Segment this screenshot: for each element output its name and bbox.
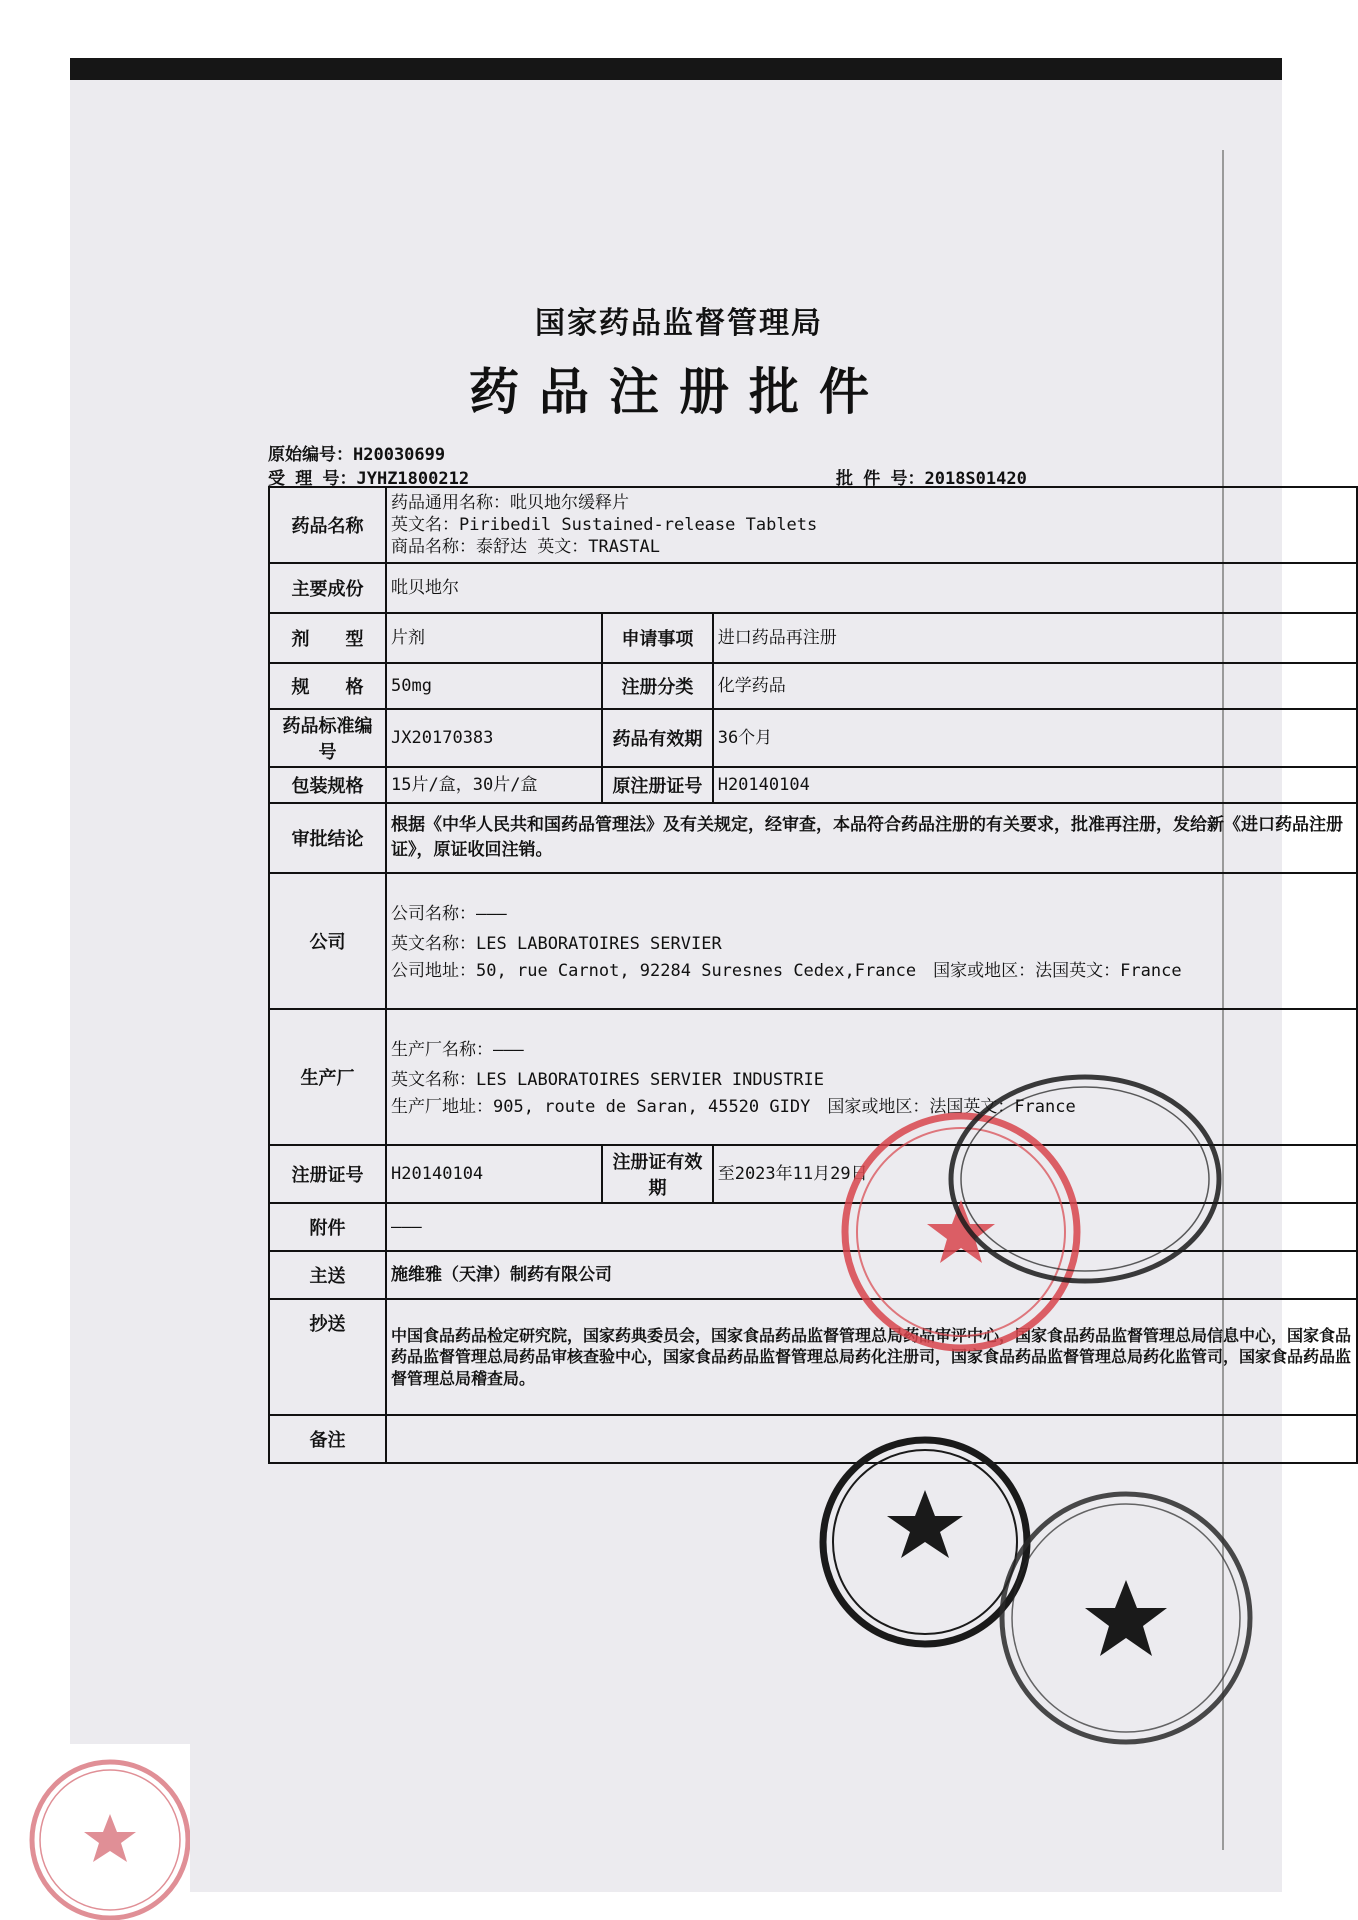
table-row: [269, 1251, 1357, 1299]
table-row: [269, 613, 1357, 663]
cert-validity-label: 注册证有效期: [602, 1145, 713, 1203]
company-label: 公司: [269, 873, 386, 1009]
manufacturer-address: 生产厂地址：905, route de Saran, 45520 GIDY 国家或地区：法国英文：France: [391, 1096, 1076, 1117]
company-name: 公司名称：———: [391, 904, 507, 925]
manufacturer-label: 生产厂: [269, 1009, 386, 1145]
company-cell: [386, 873, 1357, 1009]
approval-table: [268, 486, 1358, 1464]
spec-value: 50mg: [386, 663, 602, 709]
approval-number-value: 2018S01420: [924, 469, 1027, 489]
table-row: [269, 1009, 1357, 1145]
conclusion-value: 根据《中华人民共和国药品管理法》及有关规定，经审查，本品符合药品注册的有关要求，批准再注册，发给新《进口药品注册证》，原证收回注销。: [386, 803, 1357, 873]
table-row: [269, 1203, 1357, 1251]
acceptance-number-value: JYHZ1800212: [356, 469, 470, 489]
table-row: [269, 563, 1357, 613]
original-number-label: 原始编号：: [268, 445, 353, 465]
dosage-form-value: 片剂: [386, 613, 602, 663]
cc-value: [386, 1299, 1357, 1415]
acceptance-number-label: 受 理 号：: [268, 469, 357, 489]
spec-label: 规 格: [269, 663, 386, 709]
application-label: 申请事项: [602, 613, 713, 663]
document-title: 药品注册批件: [469, 363, 889, 421]
main-recipient-value: 施维雅（天津）制药有限公司: [386, 1251, 1357, 1299]
ingredient-label: 主要成份: [269, 563, 386, 613]
reg-category-value: 化学药品: [713, 663, 1357, 709]
orig-cert-label: 原注册证号: [602, 767, 713, 803]
table-row: [269, 663, 1357, 709]
validity-label: 药品有效期: [602, 709, 713, 767]
table-row: [269, 709, 1357, 767]
packaging-label: 包装规格: [269, 767, 386, 803]
table-row: [269, 1415, 1357, 1463]
company-address: 公司地址：50, rue Carnot, 92284 Suresnes Cedex,France 国家或地区：法国英文：France: [391, 960, 1182, 981]
manufacturer-cell: [386, 1009, 1357, 1145]
table-row: [269, 1145, 1357, 1203]
drug-name-cell: [386, 487, 1357, 563]
remarks-label: 备注: [269, 1415, 386, 1463]
orig-cert-value: H20140104: [713, 767, 1357, 803]
table-row: [269, 873, 1357, 1009]
dosage-form-label: 剂 型: [269, 613, 386, 663]
table-row: [269, 1299, 1357, 1415]
table-row: [269, 803, 1357, 873]
main-recipient-label: 主送: [269, 1251, 386, 1299]
std-no-label: 药品标准编号: [269, 709, 386, 767]
table-row: [269, 767, 1357, 803]
attachment-label: 附件: [269, 1203, 386, 1251]
original-number: [268, 440, 445, 465]
std-no-value: JX20170383: [386, 709, 602, 767]
validity-value: 36个月: [713, 709, 1357, 767]
cc-text: 中国食品药品检定研究院，国家药典委员会，国家食品药品监督管理总局药品审评中心，国家食品药品监督管理总局信息中心，国家食品药品监督管理总局药品审核查验中心，国家食品药品监督管理总局药化注册司，国家食品药品监督管理总局药化监管司，国家食品药品监督管理总局稽查局。: [391, 1325, 1352, 1388]
manufacturer-name: 生产厂名称：———: [391, 1040, 524, 1061]
company-english-name: 英文名称：LES LABORATOIRES SERVIER: [391, 933, 722, 954]
manufacturer-english-name: 英文名称：LES LABORATOIRES SERVIER INDUSTRIE: [391, 1069, 825, 1090]
remarks-value: [386, 1415, 1357, 1463]
cc-label: 抄送: [269, 1299, 386, 1415]
application-value: 进口药品再注册: [713, 613, 1357, 663]
agency-title: 国家药品监督管理局: [535, 306, 823, 341]
reg-cert-value: H20140104: [386, 1145, 602, 1203]
packaging-value: 15片/盒，30片/盒: [386, 767, 602, 803]
attachment-value: ———: [386, 1203, 1357, 1251]
trade-name: 商品名称：泰舒达 英文：TRASTAL: [391, 537, 660, 558]
table-row: [269, 487, 1357, 563]
cert-validity-value: 至2023年11月29日: [713, 1145, 1357, 1203]
conclusion-label: 审批结论: [269, 803, 386, 873]
reg-category-label: 注册分类: [602, 663, 713, 709]
reg-cert-label: 注册证号: [269, 1145, 386, 1203]
english-name: 英文名：Piribedil Sustained-release Tablets: [391, 514, 818, 535]
approval-number-label: 批 件 号：: [836, 469, 925, 489]
original-number-value: H20030699: [353, 445, 446, 465]
ingredient-value: 吡贝地尔: [386, 563, 1357, 613]
generic-name: 药品通用名称：吡贝地尔缓释片: [391, 492, 630, 513]
drug-name-label: 药品名称: [269, 487, 386, 563]
